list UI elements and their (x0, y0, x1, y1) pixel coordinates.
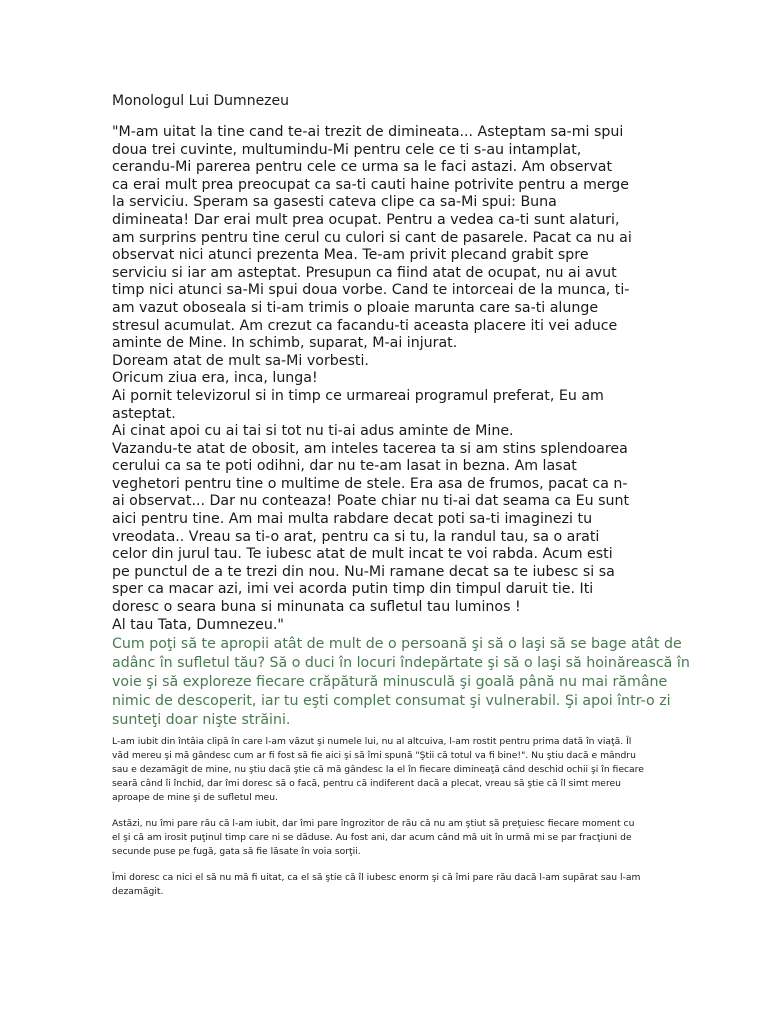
monologue-line: am vazut oboseala si ti-am trimis o ploaie maruntа care sa-ti alunge (112, 299, 599, 316)
monologue-line: ca erai mult prea preocupat ca sa-ti cauti haine potrivite pentru a merge (112, 176, 629, 193)
monologue-line: doua trei cuvinte, multumindu-Mi pentru cele ce ti s-au intamplat, (112, 141, 582, 158)
note-line: L-am iubit din întâia clipă în care l-am văzut şi numele lui, nu al altcuiva, l-am rostit pentru prima dată în viaţă. Îl (112, 736, 632, 748)
personal-notes (112, 735, 660, 899)
document-page (112, 92, 690, 911)
note-line: văd mereu şi mă gândesc cum ar fi fost să fie aici şi să îmi spună "Ştii că totul va fi bine!". Nu ştiu dacă e mândru (112, 750, 636, 762)
monologue-line: aminte de Mine. In schimb, suparat, M-ai injurat. (112, 335, 458, 352)
monologue-line: Oricum ziua era, inca, lunga! (112, 370, 318, 387)
document-title: Monologul Lui Dumnezeu (112, 93, 290, 109)
monologue-line: la serviciu. Speram sa gasesti cateva clipe ca sa-Mi spui: Buna (112, 194, 557, 211)
monologue-line: stresul acumulat. Am crezut ca facandu-ti aceasta placere iti vei aduce (112, 317, 618, 334)
monologue-line: celor din jurul tau. Te iubesc atat de mult incat te voi rabda. Acum esti (112, 546, 613, 563)
note-paragraph (112, 817, 660, 859)
note-line: aproape de mine şi de sufletul meu. (112, 792, 278, 804)
monologue-line: serviciu si iar am asteptat. Presupun ca fiind atat de ocupat, nu ai avut (112, 264, 617, 281)
monologue-line: ai observat... Dar nu conteaza! Poate chiar nu ti-ai dat seama ca Eu sunt (112, 493, 630, 510)
monologue-line: pe punctul de a te trezi din nou. Nu-Mi ramane decat sa te iubesc si sa (112, 563, 615, 580)
monologue-line: cerului ca sa te poti odihni, dar nu te-am lasat in bezna. Am lasat (112, 458, 577, 475)
monologue-line: Vazandu-te atat de obosit, am inteles tacerea ta si am stins splendoarea (112, 440, 628, 457)
monologue-line: am surprins pentru tine cerul cu culori si cant de pasarele. Pacat ca nu ai (112, 229, 632, 246)
note-paragraph (112, 735, 660, 805)
monologue-line: Al tau Tata, Dumnezeu." (112, 616, 284, 633)
note-line: secunde puse pe fugă, gata să fie lăsate în voia sorţii. (112, 846, 361, 858)
monologue-line: "M-am uitat la tine cand te-ai trezit de dimineata... Asteptam sa-mi spui (112, 124, 624, 140)
note-line: Astăzi, nu îmi pare rău că l-am iubit, dar îmi pare îngrozitor de rău că nu am ştiut să preţuiesc fiecare moment cu (112, 818, 635, 830)
note-line: seară când îi închid, dar îmi doresc să o facă, pentru că indiferent dacă a plecat, vreau să ştie că îl simt mereu (112, 778, 622, 790)
monologue-line: sper ca macar azi, imi vei acorda putin timp din timpul daruit tie. Iti (112, 581, 594, 598)
note-line: Îmi doresc ca nici el să nu mă fi uitat, ca el să ştie că îl iubesc enorm şi că îmi pare rău dacă l-am supărat sau l-am (112, 872, 641, 884)
note-line: sau e dezamăgit de mine, nu ştiu dacă ştie că mă gândesc la el în fiecare dimineaţă când deschid ochii şi în fiecare (112, 764, 644, 776)
monologue-line: veghetori pentru tine o multime de stele. Era asa de frumos, pacat ca n- (112, 475, 628, 492)
reflection-line: Cum poţi să te apropii atât de mult de o persoană şi să o laşi să se bage atât de (112, 636, 682, 653)
monologue-text (112, 124, 660, 634)
monologue-line: Ai pornit televizorul si in timp ce urmareai programul preferat, Eu am (112, 387, 604, 404)
reflection-line: adânc în sufletul tău? Să o duci în locuri îndepărtate şi să o laşi să hoinărească în (112, 655, 690, 672)
monologue-line: Doream atat de mult sa-Mi vorbesti. (112, 352, 369, 369)
note-paragraph (112, 871, 660, 899)
monologue-line: observat nici atunci prezenta Mea. Te-am privit plecand grabit spre (112, 247, 589, 264)
note-line: dezamăgit. (112, 886, 164, 898)
monologue-line: asteptat. (112, 405, 176, 422)
reflection-paragraph (112, 635, 690, 730)
monologue-line: vreodata.. Vreau sa ti-o arat, pentru ca si tu, la randul tau, sa o arati (112, 528, 600, 545)
monologue-line: timp nici atunci sa-Mi spui doua vorbe. Cand te intorceai de la munca, ti- (112, 282, 630, 299)
reflection-line: voie şi să exploreze fiecare crăpătură minusculă şi goală până nu mai rămâne (112, 674, 668, 691)
monologue-line: aici pentru tine. Am mai multa rabdare decat poti sa-ti imaginezi tu (112, 511, 593, 528)
monologue-line: doresc o seara buna si minunata ca sufletul tau luminos ! (112, 599, 521, 616)
reflection-line: sunteţi doar nişte străini. (112, 712, 291, 729)
note-line: el şi că am irosit puţinul timp care ni se dăduse. Au fost ani, dar acum când mă uit în urmă mi se par fracţiuni de (112, 832, 632, 844)
monologue-line: cerandu-Mi parerea pentru cele ce urma sa le faci astazi. Am observat (112, 159, 613, 176)
reflection-line: nimic de descoperit, iar tu eşti complet consumat şi vulnerabil. Şi apoi într-o zi (112, 693, 671, 710)
monologue-line: dimineata! Dar erai mult prea ocupat. Pentru a vedea ca-ti sunt alaturi, (112, 211, 620, 228)
monologue-line: Ai cinat apoi cu ai tai si tot nu ti-ai adus aminte de Mine. (112, 423, 514, 440)
